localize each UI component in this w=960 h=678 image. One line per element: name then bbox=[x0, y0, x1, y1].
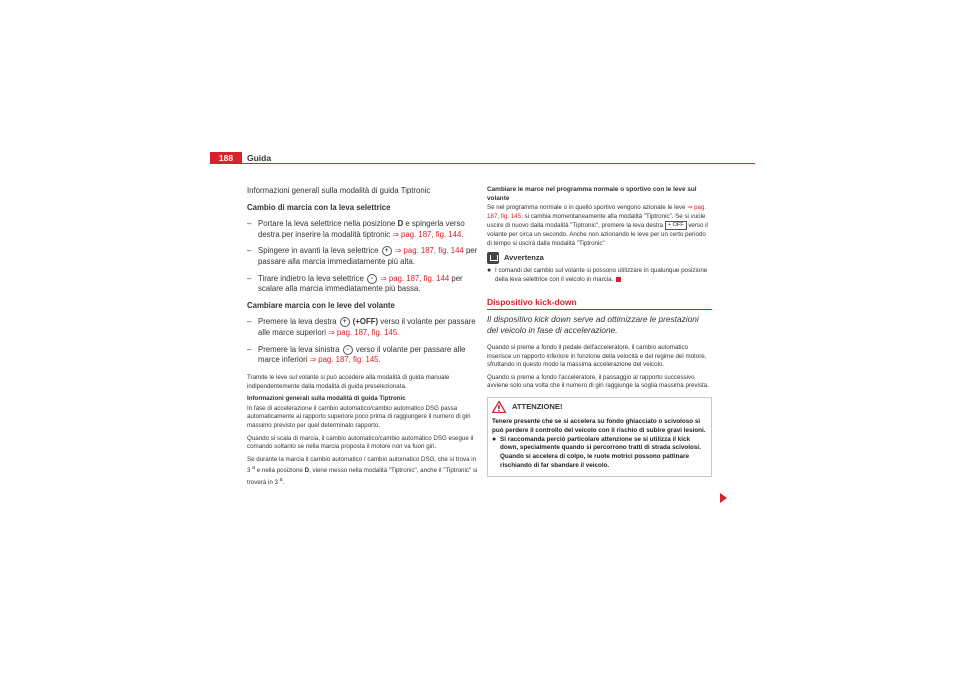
section-subtitle: Il dispositivo kick down serve ad ottimizzare le prestazioni del veicolo in fase di accelerazione. bbox=[487, 314, 699, 336]
list-item: – Premere la leva sinistra - verso il volante per passare alle marce inferiori ⇒ pag. 187, fig. 145. bbox=[247, 344, 466, 365]
paragraph: Quando si scala di marcia, il cambio automatico/cambio automatico DSG esegue il comando soltanto se nella marcia proposta il motore non va fuori giri. bbox=[247, 434, 474, 451]
list-item: – Spingere in avanti la leva selettrice + ⇒ pag. 187, fig. 144 per passare alla marcia immediatamente più alta. bbox=[247, 246, 478, 267]
subheading: Informazioni generali sulla modalità di guida Tiptronic bbox=[247, 395, 406, 403]
bullet-icon: ● bbox=[487, 267, 492, 275]
paragraph: Quando si preme a fondo il pedale dell'acceleratore, il cambio automatico inserisce un rapporto inferiore in funzione della velocità e del regime del motore, sfruttando in questo modo la massima accelerazione del veicolo. bbox=[487, 344, 707, 369]
section-title-selector-lever: Cambio di marcia con la leva selettrice bbox=[247, 202, 391, 212]
page-reference-link[interactable]: ⇒ pag. 187, fig. 145 bbox=[487, 204, 707, 220]
list-item: – Premere la leva destra + (+OFF) verso il volante per passare alle marce superiori ⇒ pag. 187, fig. 145. bbox=[247, 317, 476, 338]
page-header-title: Guida bbox=[247, 153, 272, 163]
left-column bbox=[247, 186, 479, 492]
paragraph: Quando si preme a fondo l'acceleratore, il passaggio al rapporto successivo avviene solo una volta che il numero di giri raggiunge la soglia massima prevista. bbox=[487, 373, 709, 390]
bullet-icon: ● bbox=[492, 435, 497, 443]
page-number: 188 bbox=[210, 152, 242, 164]
plus-key-icon: + bbox=[382, 246, 392, 256]
subheading: Cambiare le marce nel programma normale o sportivo con le leve sul volante bbox=[487, 186, 697, 202]
end-marker-icon bbox=[616, 277, 621, 282]
right-column bbox=[487, 186, 712, 477]
page-reference-link[interactable]: ⇒ pag. 187, fig. 145 bbox=[309, 355, 379, 365]
warning-bullet: ● Si raccomanda perciò particolare attenzione se si utilizza il kick down, specialmente quando si percorrono tratti di strada scivolosi. Quando si accelera di colpo, le ruote motrici possono pattinare rischiando di far sbandare il veicolo. bbox=[492, 435, 701, 470]
minus-key-icon: - bbox=[343, 345, 353, 355]
section-title-steering-paddles: Cambiare marcia con le leve del volante bbox=[247, 300, 395, 310]
page-reference-link[interactable]: ⇒ pag. 187, fig. 145 bbox=[328, 328, 398, 338]
list-item: – Tirare indietro la leva selettrice - ⇒ pag. 187, fig. 144 per scalare alla marcia immediatamente più bassa. bbox=[247, 273, 463, 294]
warning-body bbox=[488, 416, 711, 476]
continue-arrow-icon bbox=[720, 493, 727, 503]
paragraph: Se durante la marcia il cambio automatico / cambio automatico DSG, che si trova in 3 $^a$ e nella posizione D, viene messo nella modalità "Tiptronic", anche il "Tiptronic" si troverà in 3 $^a$. bbox=[247, 455, 478, 487]
section-title-kickdown: Dispositivo kick-down bbox=[487, 297, 577, 308]
page-reference-link[interactable]: ⇒ pag. 187, fig. 144 bbox=[392, 229, 462, 239]
note-title: Avvertenza bbox=[504, 253, 544, 262]
paragraph: Se nel programma normale o in quello sportivo vengono azionate le leve ⇒ pag. 187, fig. 145, si cambia momentaneamente alla modalità "Tiptronic". Se si vuole uscire di nuovo dalla modalità "Tiptronic", premere la leva destra + OFF verso il volante per circa un secondo. Anche non azionando le leve per un certo periodo di tempo si uscirà dalla modalità "Tiptronic" bbox=[487, 204, 708, 247]
plus-off-key-icon: + OFF bbox=[665, 221, 687, 230]
note-icon bbox=[487, 252, 499, 264]
paragraph: Tramite le leve sul volante si può accedere alla modalità di guida manuale indipendentemente dalla modalità di guida preselezionata. bbox=[247, 373, 450, 390]
intro-text: Informazioni generali sulla modalità di guida Tiptronic bbox=[247, 186, 431, 195]
plus-key-icon: + bbox=[340, 317, 350, 327]
section-rule bbox=[487, 309, 712, 310]
list-item: – Portare la leva selettrice nella posizione D e spingerla verso destra per inserire la modalità tiptronic ⇒ pag. 187, fig. 144. bbox=[247, 219, 465, 239]
page-reference-link[interactable]: ⇒ pag. 187, fig. 144 bbox=[394, 246, 464, 256]
minus-key-icon: - bbox=[367, 274, 377, 284]
warning-header bbox=[488, 398, 711, 416]
header-rule bbox=[210, 163, 755, 164]
warning-box bbox=[487, 397, 712, 477]
warning-triangle-icon bbox=[492, 401, 506, 413]
warning-paragraph: Tenere presente che se si accelera su fondo ghiacciato o scivoloso si può perdere il controllo del veicolo con il rischio di subire gravi lesioni. bbox=[492, 418, 706, 434]
page-reference-link[interactable]: ⇒ pag. 187, fig. 144 bbox=[380, 273, 450, 283]
paragraph: In fase di accelerazione il cambio automatico/cambio automatico DSG passa automaticamente al rapporto superiore poco prima di raggiungere il numero di giri massimo previsto per quel determinato rapporto. bbox=[247, 404, 471, 429]
note-body: ● I comandi del cambio sul volante si possono utilizzare in qualunque posizione della leva selettrice con il veicolo in marcia. bbox=[487, 267, 708, 283]
warning-title: ATTENZIONE! bbox=[512, 401, 563, 411]
note-header bbox=[487, 252, 712, 264]
